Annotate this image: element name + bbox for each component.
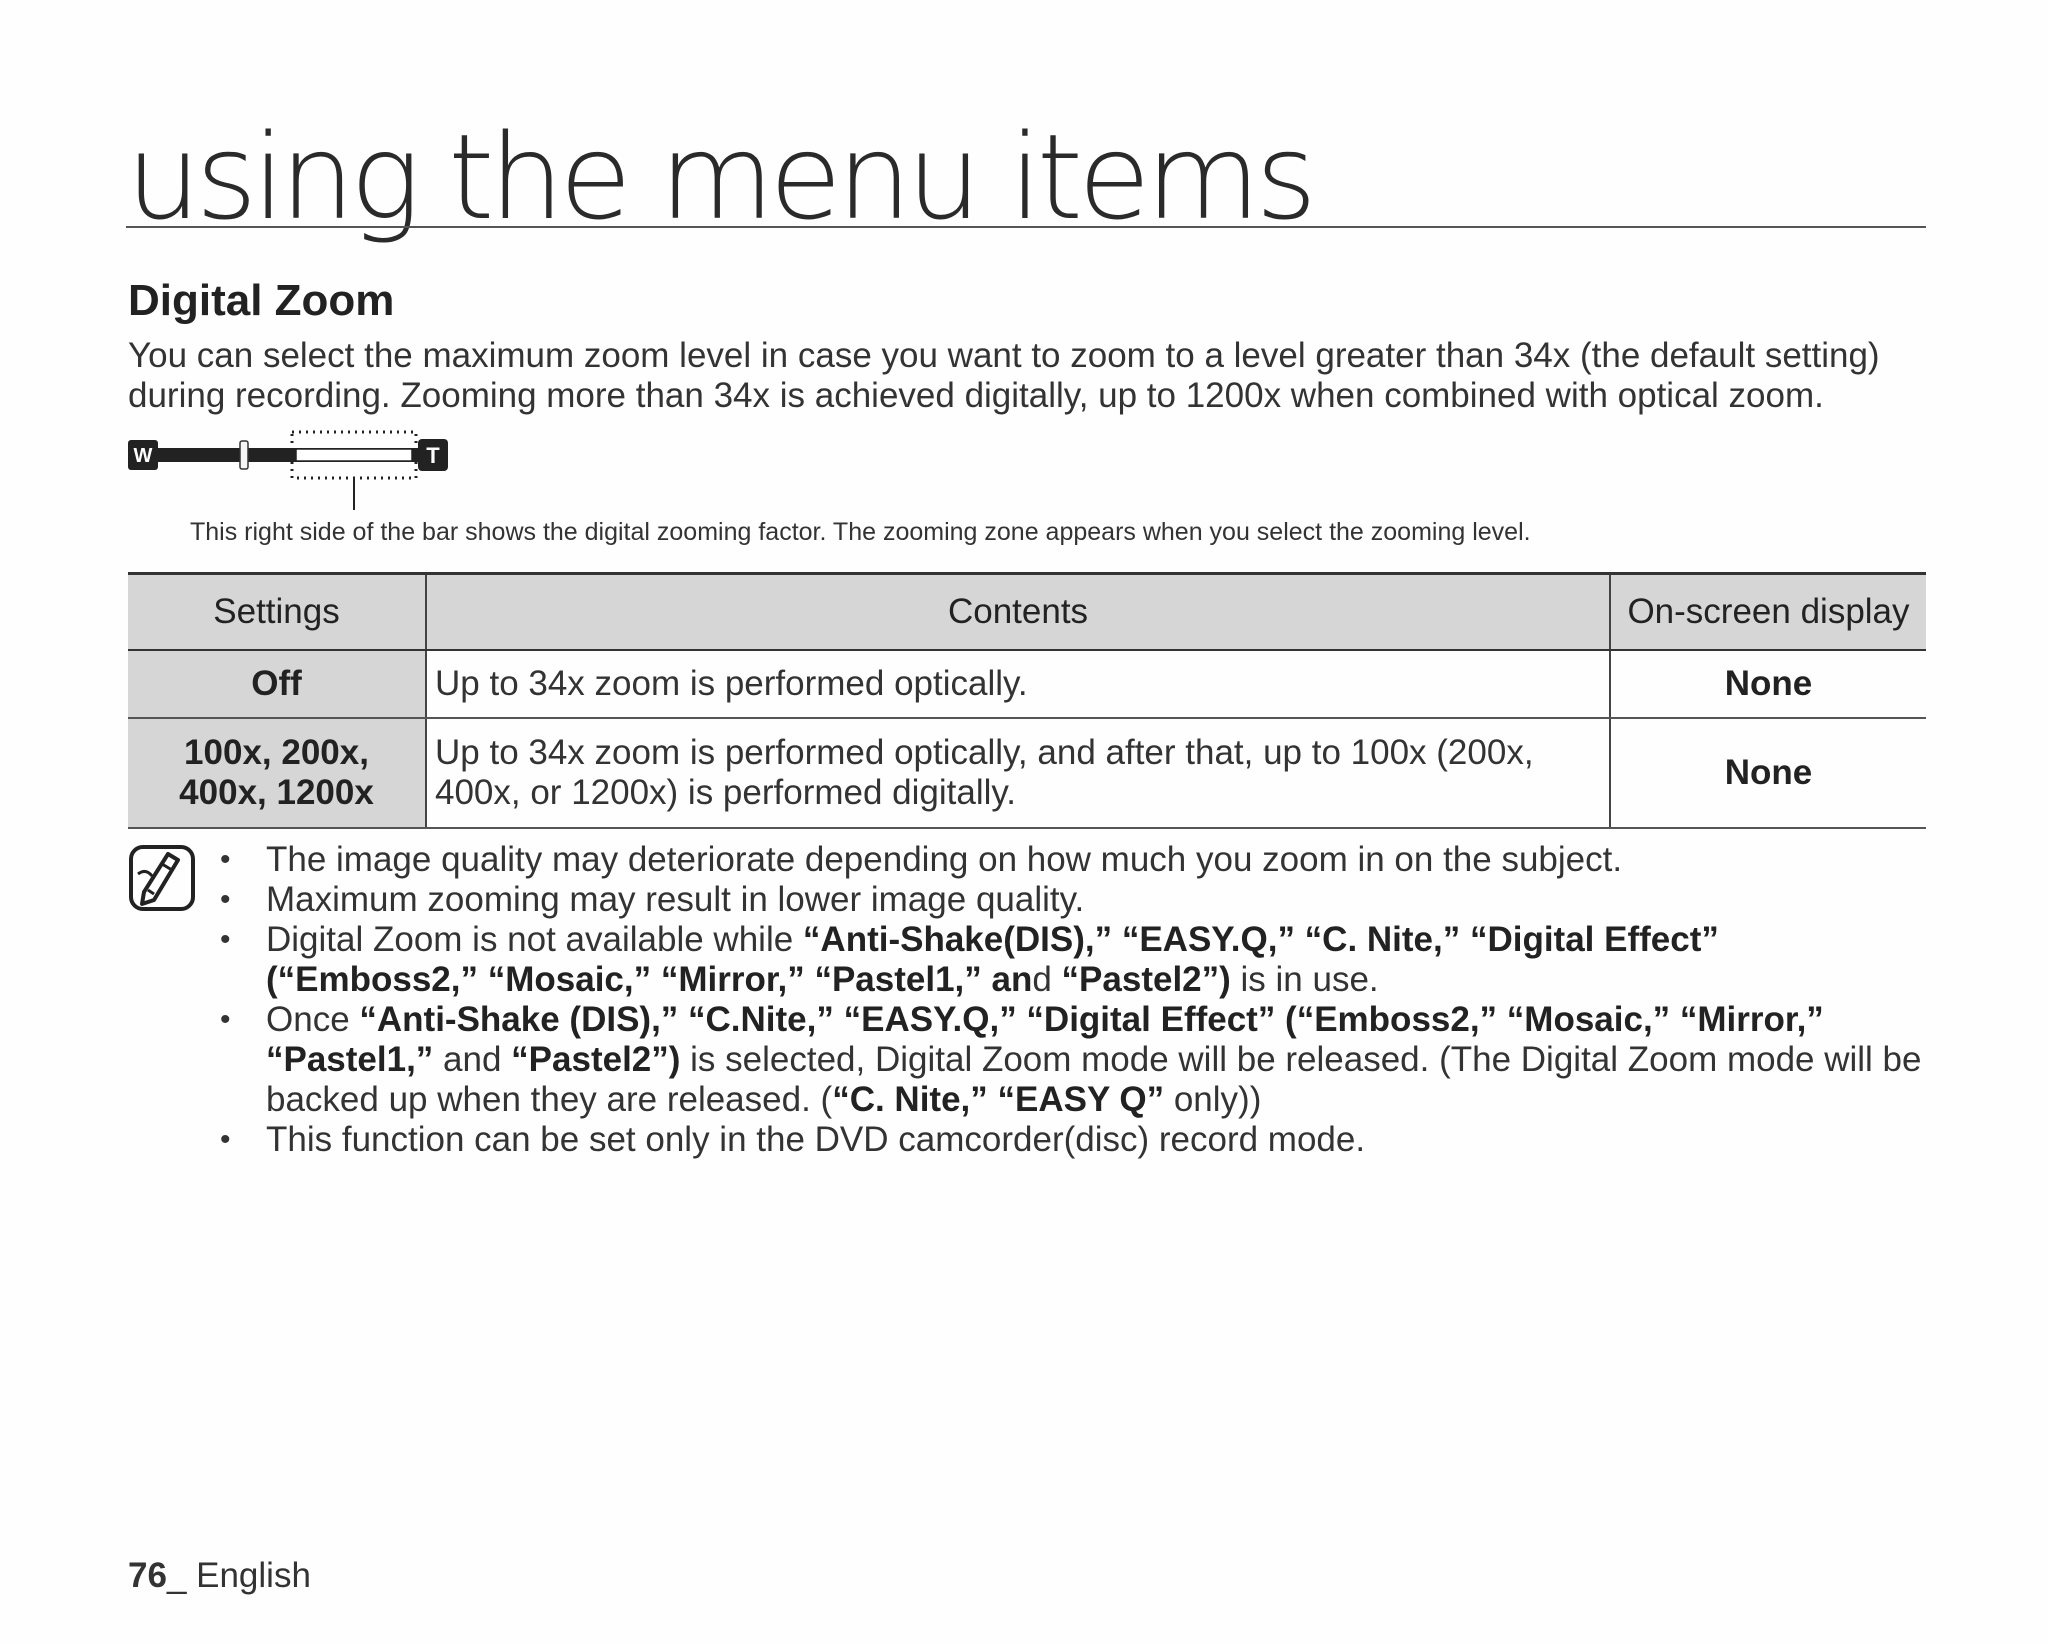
zoom-w-label: W [133, 445, 153, 467]
note-text: Maximum zooming may result in lower image quality. [266, 880, 1085, 919]
list-item [218, 920, 1928, 1000]
page-title: using the menu items [126, 108, 1313, 246]
note-text: is selected, Digital Zoom mode will be released. (The Digital Zoom mode will be backed up when they are released. ( [266, 1040, 1922, 1119]
content-cell [426, 718, 1610, 828]
zoom-slider-handle [240, 441, 248, 469]
table-header-row [128, 574, 1926, 651]
title-underline [126, 226, 1926, 228]
note-text: d [1032, 960, 1062, 999]
page-number: 76 [128, 1556, 167, 1595]
bullet-dot: • [220, 883, 231, 916]
zoom-digital-zone [296, 449, 412, 461]
setting-cell [128, 718, 426, 828]
note-text: only)) [1164, 1080, 1262, 1119]
note-text: and [433, 1040, 512, 1079]
setting-line: 400x, 1200x [179, 773, 374, 812]
page-footer [128, 1556, 311, 1596]
settings-table [128, 572, 1926, 829]
list-item [218, 880, 1928, 920]
list-item [218, 840, 1928, 880]
intro-paragraph: You can select the maximum zoom level in case you want to zoom to a level greater than 34x (the default setting) during recording. Zooming more than 34x is achieved digitally, up to 1200x when combined with optical zoom. [128, 336, 1880, 415]
note-text: is in use. [1230, 960, 1379, 999]
content-cell: Up to 34x zoom is performed optically. [426, 650, 1610, 718]
note-bold-text: “Pastel2”) [1061, 960, 1231, 999]
table-row [128, 650, 1926, 718]
zoom-t-label: T [426, 443, 440, 468]
bullet-dot: • [220, 1003, 231, 1036]
note-text: Digital Zoom is not available while [266, 920, 803, 959]
content-line: Up to 34x zoom is performed optically, and after that, up to 100x (200x, [435, 733, 1534, 772]
setting-line: 100x, 200x, [184, 733, 369, 772]
note-text: The image quality may deteriorate depending on how much you zoom in on the subject. [266, 840, 1623, 879]
note-text: Once [266, 1000, 360, 1039]
table-row [128, 718, 1926, 828]
note-bold-text: “Anti-Shake (DIS),” “C.Nite,” “EASY.Q,” “Digital Effect” (“Emboss2,” “Mosaic,” “Mirror,” “Pastel1,” [266, 1000, 1824, 1079]
zoom-bar-diagram [126, 428, 456, 510]
list-item [218, 1000, 1928, 1120]
bullet-dot: • [220, 843, 231, 876]
zoom-bar-caption: This right side of the bar shows the digital zooming factor. The zooming zone appears when you select the zooming level. [190, 518, 1531, 546]
note-bold-text: “Anti-Shake(DIS),” “EASY.Q,” “C. Nite,” “Digital Effect” (“Emboss2,” “Mosaic,” “Mirror,” “Pastel1,” an [266, 920, 1719, 999]
note-bold-text: “Pastel2”) [511, 1040, 681, 1079]
setting-cell: Off [128, 650, 426, 718]
note-pencil-icon [128, 844, 196, 912]
display-cell: None [1610, 650, 1926, 718]
bullet-dot: • [220, 923, 231, 956]
note-bold-text: “C. Nite,” “EASY Q” [832, 1080, 1165, 1119]
bullet-dot: • [220, 1123, 231, 1156]
footer-language: _ English [166, 1556, 311, 1595]
display-cell: None [1610, 718, 1926, 828]
section-heading: Digital Zoom [128, 276, 395, 325]
header-onscreen-display: On-screen display [1610, 574, 1926, 651]
content-line: 400x, or 1200x) is performed digitally. [435, 773, 1017, 812]
header-settings: Settings [128, 574, 426, 651]
list-item [218, 1120, 1928, 1160]
notes-list [218, 840, 1928, 1160]
header-contents: Contents [426, 574, 1610, 651]
note-text: This function can be set only in the DVD camcorder(disc) record mode. [266, 1120, 1366, 1159]
